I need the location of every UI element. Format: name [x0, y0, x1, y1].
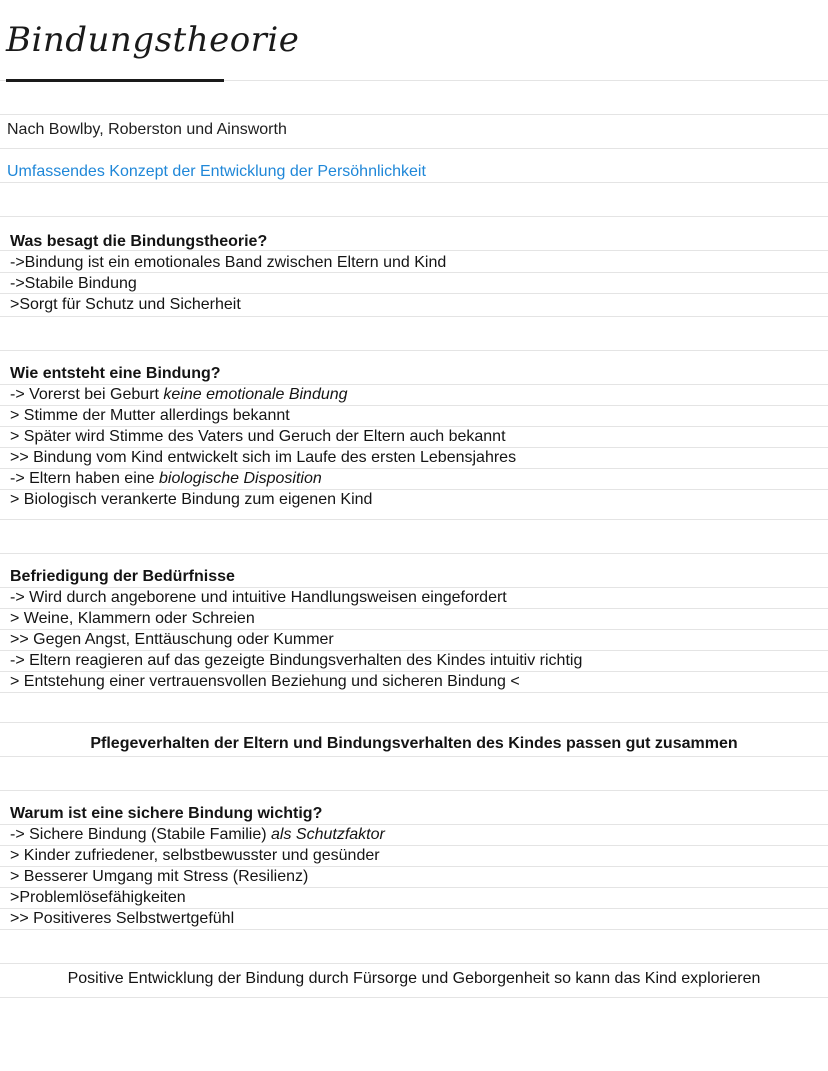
closing-statement: Positive Entwicklung der Bindung durch Fürsorge und Geborgenheit so kann das Kind explorieren [67, 970, 761, 987]
list-item: > Biologisch verankerte Bindung zum eigenen Kind [10, 491, 373, 508]
text-part: -> Vorerst bei Geburt [10, 386, 164, 403]
text-part: -> Eltern haben eine [10, 470, 159, 487]
list-item: > Weine, Klammern oder Schreien [10, 610, 255, 627]
text-part: -> Sichere Bindung (Stabile Familie) [10, 826, 272, 843]
list-item: > Entstehung einer vertrauensvollen Beziehung und sicheren Bindung < [10, 673, 520, 690]
section-heading: Befriedigung der Bedürfnisse [10, 568, 235, 585]
list-item [10, 469, 322, 489]
list-item: -> Wird durch angeborene und intuitive Handlungsweisen eingefordert [10, 589, 507, 606]
page-title: Bindungstheorie [6, 20, 300, 60]
emphasis: als Schutzfaktor [271, 826, 385, 843]
list-item: > Später wird Stimme des Vaters und Geruch der Eltern auch bekannt [10, 428, 506, 445]
list-item [10, 825, 385, 845]
section-heading: Wie entsteht eine Bindung? [10, 365, 221, 382]
list-item: ->Stabile Bindung [10, 275, 137, 292]
section-heading: Was besagt die Bindungstheorie? [10, 233, 268, 250]
emphasis: biologische Disposition [159, 470, 322, 487]
list-item: ->Bindung ist ein emotionales Band zwischen Eltern und Kind [10, 254, 447, 271]
concept-line: Umfassendes Konzept der Entwicklung der Persöhnlichkeit [7, 163, 426, 180]
section-heading: Warum ist eine sichere Bindung wichtig? [10, 805, 323, 822]
list-item: > Stimme der Mutter allerdings bekannt [10, 407, 290, 424]
list-item: > Kinder zufriedener, selbstbewusster und gesünder [10, 847, 380, 864]
list-item: > Besserer Umgang mit Stress (Resilienz) [10, 868, 309, 885]
list-item: >> Positiveres Selbstwertgefühl [10, 910, 235, 927]
list-item: >Problemlösefähigkeiten [10, 889, 186, 906]
list-item: >Sorgt für Schutz und Sicherheit [10, 296, 241, 313]
list-item: -> Eltern reagieren auf das gezeigte Bindungsverhalten des Kindes intuitiv richtig [10, 652, 583, 669]
emphasis: keine emotionale Bindung [163, 386, 348, 403]
subtitle: Nach Bowlby, Roberston und Ainsworth [7, 121, 287, 138]
list-item [10, 385, 348, 405]
list-item: >> Gegen Angst, Enttäuschung oder Kummer [10, 631, 334, 648]
title-underline [6, 79, 224, 82]
list-item: >> Bindung vom Kind entwickelt sich im Laufe des ersten Lebensjahres [10, 449, 517, 466]
summary-statement: Pflegeverhalten der Eltern und Bindungsverhalten des Kindes passen gut zusammen [90, 735, 738, 752]
